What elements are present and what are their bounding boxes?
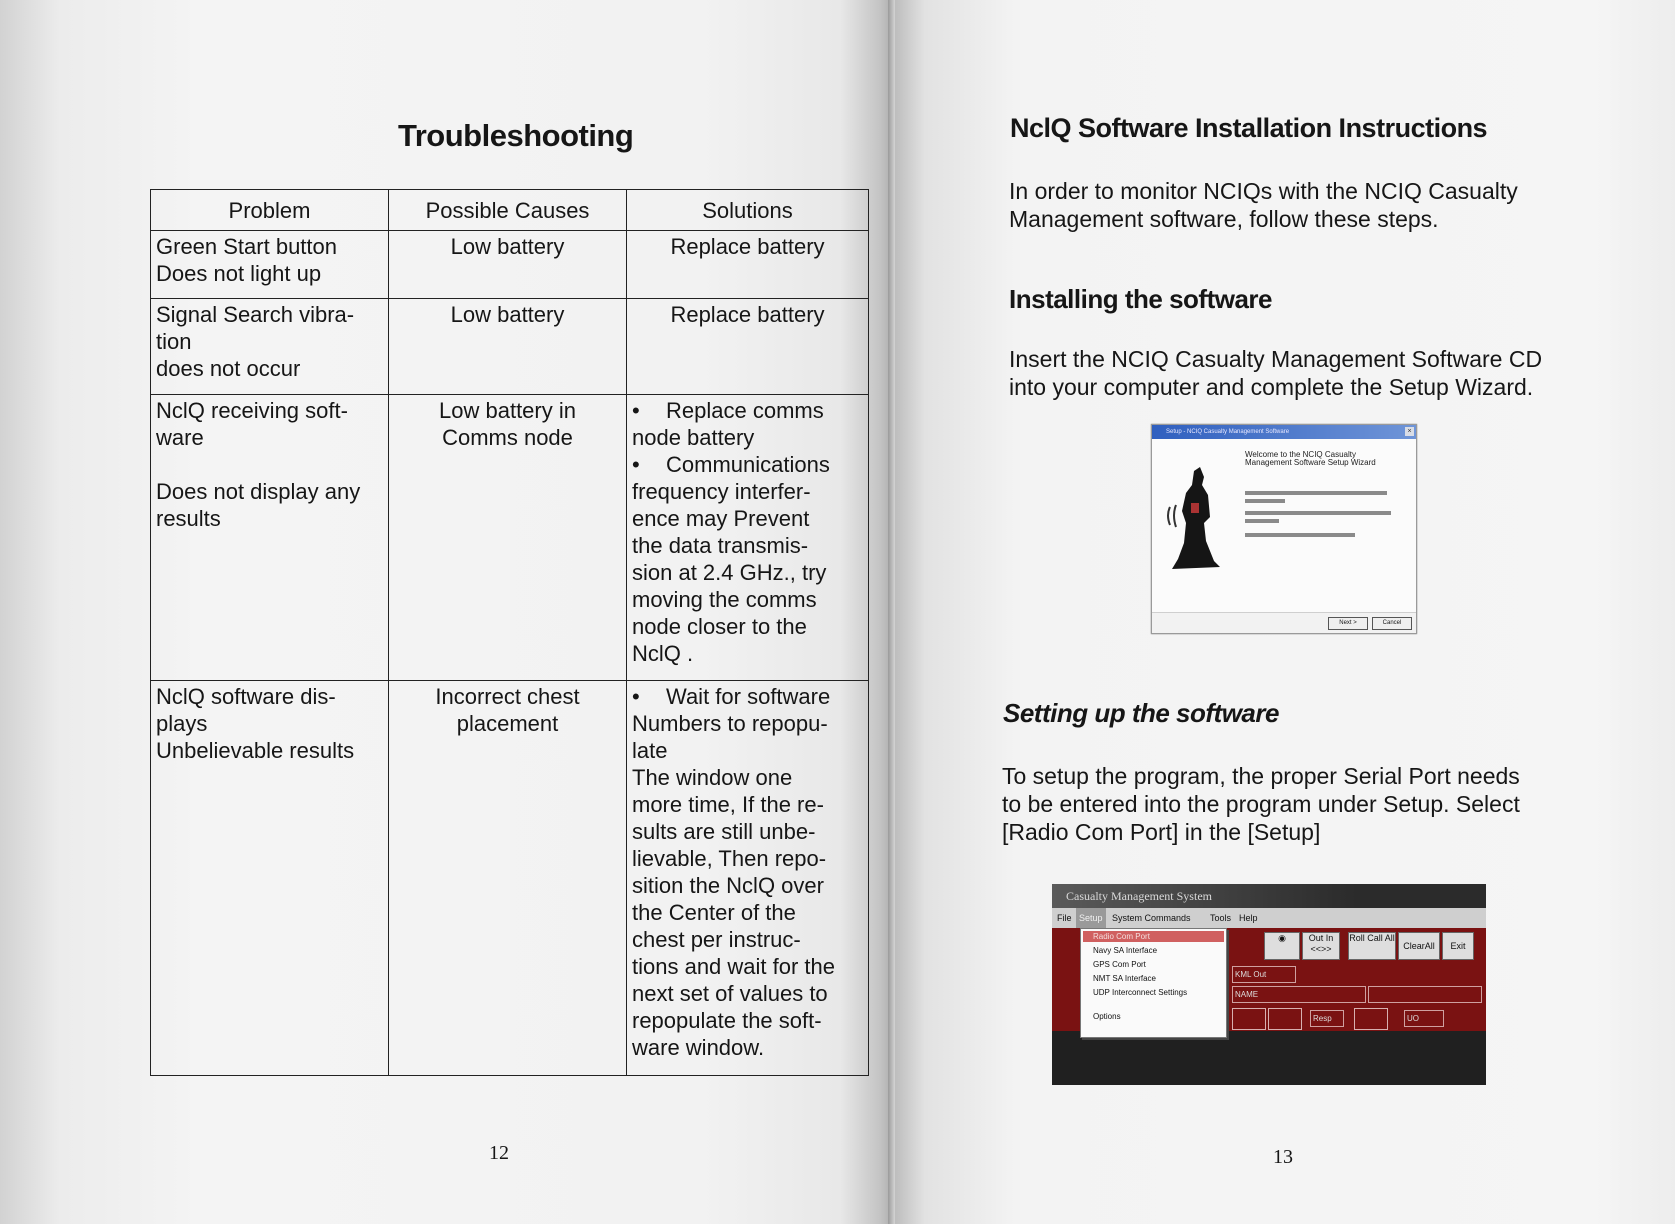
cancel-button[interactable]: Cancel [1372, 617, 1412, 630]
cell-line: ence may Prevent [632, 506, 810, 531]
setting-heading: Setting up the software [1003, 698, 1279, 728]
text-line: Insert the NCIQ Casualty Management Software CD [1009, 346, 1543, 372]
wizard-titlebar [1152, 425, 1416, 439]
wizard-heading: Welcome to the NCIQ Casualty Management Software Setup Wizard [1245, 450, 1376, 467]
problem-cell [151, 395, 389, 681]
cell-line: more time, If the re- [632, 792, 824, 817]
wizard-text-line [1245, 511, 1391, 515]
installing-heading: Installing the software [1009, 284, 1272, 314]
next-button[interactable]: Next > [1328, 617, 1368, 630]
cell-line [156, 451, 383, 478]
text-line: to be entered into the program under Setup. Select [1002, 791, 1520, 817]
cell-line: NclQ . [632, 641, 694, 666]
cell-line: sion at 2.4 GHz., try [632, 560, 827, 585]
menu-item-radio-com-port[interactable]: Radio Com Port [1093, 932, 1150, 941]
menu-item-gps-com-port[interactable]: GPS Com Port [1093, 960, 1146, 969]
table-row [151, 395, 869, 681]
cell-line: frequency interfer- [632, 479, 811, 504]
text-line: [Radio Com Port] in the [Setup] [1002, 819, 1321, 845]
page-number: 13 [1273, 1146, 1293, 1168]
solution-cell [627, 681, 869, 1076]
menu-item-navy-sa-interface[interactable]: Navy SA Interface [1093, 946, 1158, 955]
problem-cell [151, 299, 389, 395]
text-line: In order to monitor NCIQs with the NCIQ Casualty [1009, 178, 1518, 204]
cell-line: moving the comms [632, 587, 817, 612]
signal-icon-button[interactable]: ◉ [1264, 932, 1300, 960]
cell-line: NclQ software dis- [156, 684, 336, 709]
menu-help[interactable]: Help [1239, 913, 1258, 923]
exit-button[interactable]: Exit [1442, 932, 1474, 960]
casualty-management-screenshot [1052, 884, 1486, 1085]
cause-cell [389, 231, 627, 299]
resp-field[interactable]: Resp [1310, 1010, 1344, 1027]
clear-all-button[interactable]: ClearAll [1398, 932, 1440, 960]
cell-line: tions and wait for the [632, 954, 836, 979]
cell-line: the Center of the [632, 900, 796, 925]
cell-line: NclQ receiving soft- [156, 398, 348, 423]
cell-line: node closer to the [632, 614, 807, 639]
cell-line: chest per instruc- [632, 927, 801, 952]
wizard-text-line [1245, 491, 1387, 495]
installing-paragraph [1009, 345, 1609, 401]
cell-line: ware window. [632, 1035, 765, 1060]
problem-cell [151, 231, 389, 299]
cell-line: sition the NclQ over [632, 873, 824, 898]
cell-line: Replace battery [670, 234, 825, 259]
cell-line: • Replace comms [632, 397, 863, 424]
cause-cell [389, 395, 627, 681]
page-number: 12 [489, 1142, 509, 1164]
text-line: Management software, follow these steps. [1009, 206, 1439, 232]
solution-cell [627, 299, 869, 395]
table-row [151, 681, 869, 1076]
cell-line: results [156, 506, 221, 531]
cell-line: Comms node [442, 425, 573, 450]
status-box [1232, 1008, 1266, 1030]
text-line: To setup the program, the proper Serial Port needs [1002, 763, 1520, 789]
table-row [151, 299, 869, 395]
column-header-causes: Possible Causes [389, 190, 627, 231]
menu-tools[interactable]: Tools [1210, 913, 1232, 923]
setting-paragraph [1002, 762, 1562, 846]
value-field[interactable] [1368, 986, 1482, 1003]
menu-item-udp-interconnect[interactable]: UDP Interconnect Settings [1093, 988, 1188, 997]
cell-line: next set of values to [632, 981, 828, 1006]
cell-line: • Communications [632, 451, 863, 478]
cell-line: sults are still unbe- [632, 819, 816, 844]
cms-bottom-area [1052, 1031, 1486, 1085]
text-line: into your computer and complete the Setup Wizard. [1009, 374, 1534, 400]
menu-setup[interactable]: Setup [1076, 908, 1106, 928]
cell-line: Low battery [450, 302, 565, 327]
soldier-figure-icon [1164, 463, 1226, 573]
menu-system-commands[interactable]: System Commands [1112, 913, 1191, 923]
wizard-title-text: Setup - NCIQ Casualty Management Software [1166, 429, 1290, 435]
cell-line: Low battery [450, 234, 565, 259]
troubleshooting-table [150, 189, 869, 1076]
cell-line: lievable, Then repo- [632, 846, 827, 871]
cell-line: Low battery in [439, 398, 576, 423]
cms-menubar [1052, 908, 1486, 928]
menu-item-options[interactable]: Options [1093, 1012, 1121, 1021]
close-icon: × [1405, 427, 1414, 436]
table-row [151, 231, 869, 299]
install-title: NclQ Software Installation Instructions [1010, 113, 1488, 143]
cell-line: does not occur [156, 356, 301, 381]
wizard-text-line [1245, 533, 1355, 537]
cms-titlebar: Casualty Management System [1052, 884, 1486, 908]
cell-line: tion [156, 329, 192, 354]
cell-line: The window one [632, 765, 793, 790]
cell-line: Incorrect chest [435, 684, 580, 709]
cell-line: Numbers to repopu- [632, 711, 828, 736]
cell-line: Signal Search vibra- [156, 302, 355, 327]
cell-line: Unbelievable results [156, 738, 355, 763]
cell-line: Does not display any [156, 479, 361, 504]
intro-paragraph [1009, 177, 1609, 233]
column-header-solutions: Solutions [627, 190, 869, 231]
cause-cell [389, 299, 627, 395]
cell-line: node battery [632, 425, 755, 450]
cell-line: Replace battery [670, 302, 825, 327]
cell-line: plays [156, 711, 208, 736]
cell-line: the data transmis- [632, 533, 809, 558]
wizard-text-line [1245, 499, 1285, 503]
menu-file[interactable]: File [1057, 913, 1072, 923]
setup-dropdown-menu [1080, 928, 1227, 1038]
cell-line: Green Start button [156, 234, 337, 259]
roll-call-button[interactable]: Roll Call All [1348, 932, 1396, 960]
cell-line: placement [456, 711, 559, 736]
name-field[interactable]: NAME [1232, 986, 1366, 1003]
problem-cell [151, 681, 389, 1076]
cell-line: • Wait for software [632, 683, 863, 710]
out-in-button[interactable]: Out In <<>> [1302, 932, 1340, 960]
cell-line: Does not light up [156, 261, 322, 286]
cell-line: repopulate the soft- [632, 1008, 822, 1033]
wizard-footer [1152, 612, 1416, 633]
column-header-problem: Problem [151, 190, 389, 231]
menu-item-nmt-sa-interface[interactable]: NMT SA Interface [1093, 974, 1156, 983]
cause-cell [389, 681, 627, 1076]
cell-line: ware [156, 425, 204, 450]
uo-field[interactable]: UO [1404, 1010, 1444, 1027]
wizard-text-line [1245, 519, 1279, 523]
table-header-row [151, 190, 869, 231]
status-box [1268, 1008, 1302, 1030]
status-box [1354, 1008, 1388, 1030]
cell-line: late [632, 738, 668, 763]
solution-cell [627, 395, 869, 681]
setup-wizard-screenshot [1151, 424, 1417, 634]
page-title: Troubleshooting [398, 118, 634, 153]
solution-cell [627, 231, 869, 299]
kml-out-label: KML Out [1232, 966, 1296, 983]
